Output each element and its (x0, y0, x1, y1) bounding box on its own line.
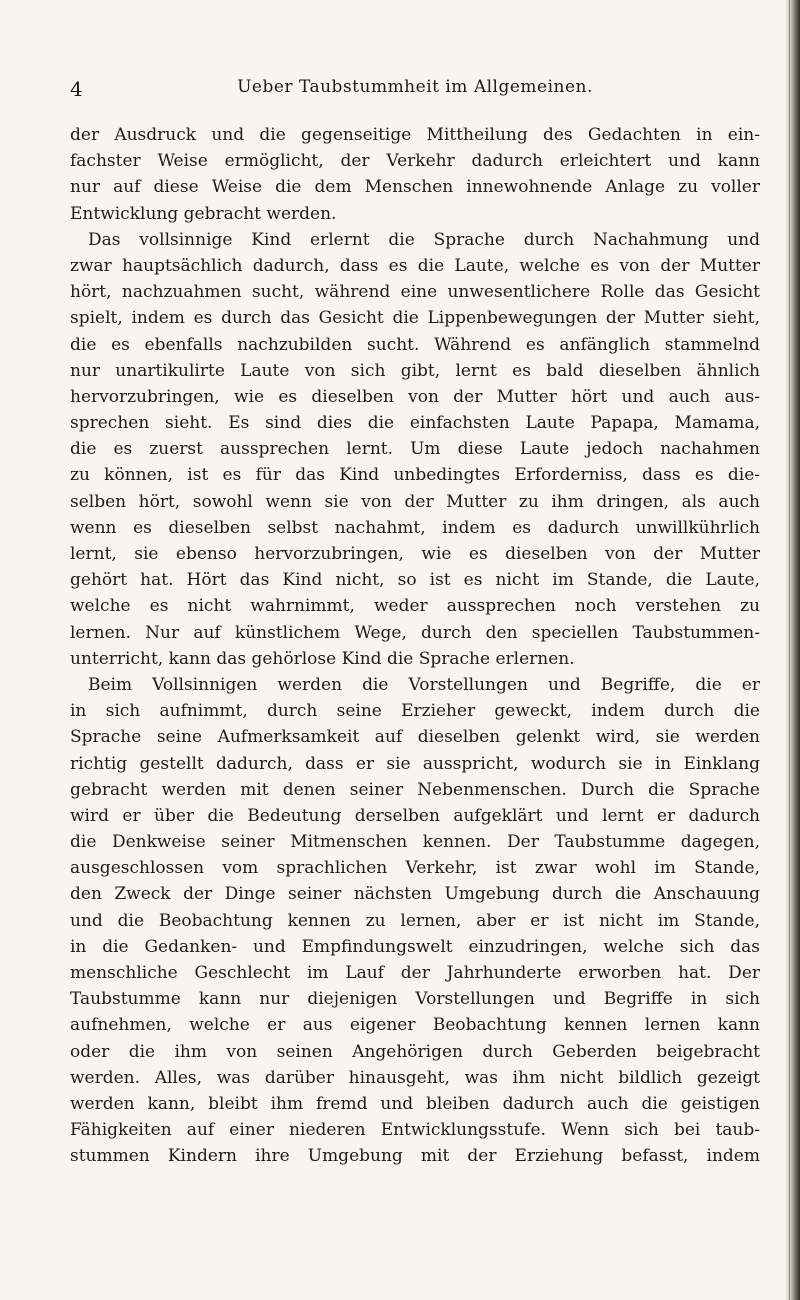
text-line: hervorzubringen, wie es dieselben von der Mutter hört und auch aus- (70, 386, 760, 407)
page-edge-line (789, 0, 790, 1300)
text-line: unterricht, kann das gehörlose Kind die Sprache erlernen. (70, 648, 575, 669)
page-number: 4 (70, 77, 83, 101)
text-line: selben hört, sowohl wenn sie von der Mutter zu ihm dringen, als auch (70, 491, 760, 512)
text-line: Taubstumme kann nur diejenigen Vorstellungen und Begriffe in sich (70, 989, 760, 1010)
text-line: gehört hat. Hört das Kind nicht, so ist es nicht im Stande, die Laute, (70, 570, 760, 591)
text-line: fachster Weise ermöglicht, der Verkehr dadurch erleichtert und kann (70, 151, 760, 172)
text-line: und die Beobachtung kennen zu lernen, aber er ist nicht im Stande, (70, 910, 760, 931)
text-line: werden kann, bleibt ihm fremd und bleiben dadurch auch die geistigen (70, 1093, 760, 1114)
running-title: Ueber Taubstummheit im Allgemeinen. (237, 77, 593, 97)
text-line: zu können, ist es für das Kind unbedingtes Erforderniss, dass es die- (70, 465, 760, 486)
text-line: menschliche Geschlecht im Lauf der Jahrhunderte erworben hat. Der (70, 963, 760, 983)
text-line: der Ausdruck und die gegenseitige Mittheilung des Gedachten in ein- (70, 125, 760, 145)
text-line: Sprache seine Aufmerksamkeit auf dieselben gelenkt wird, sie werden (70, 727, 760, 748)
text-line: richtig gestellt dadurch, dass er sie ausspricht, wodurch sie in Einklang (70, 753, 760, 774)
page-header (70, 75, 760, 105)
text-line: Das vollsinnige Kind erlernt die Sprache durch Nachahmung und (88, 229, 760, 250)
text-line: hört, nachzuahmen sucht, während eine unwesentlichere Rolle das Gesicht (70, 282, 760, 303)
text-line: zwar hauptsächlich dadurch, dass es die Laute, welche es von der Mutter (70, 255, 760, 276)
text-line: die es ebenfalls nachzubilden sucht. Während es anfänglich stammelnd (70, 334, 760, 355)
text-line: sprechen sieht. Es sind dies die einfachsten Laute Papapa, Mamama, (70, 413, 760, 434)
text-line: gebracht werden mit denen seiner Nebenmenschen. Durch die Sprache (70, 779, 760, 800)
text-line: Fähigkeiten auf einer niederen Entwicklungsstufe. Wenn sich bei taub- (70, 1120, 760, 1141)
text-line: lernen. Nur auf künstlichem Wege, durch den speciellen Taubstummen- (70, 622, 760, 643)
text-line: die Denkweise seiner Mitmenschen kennen. Der Taubstumme dagegen, (70, 832, 760, 853)
text-line: nur unartikulirte Laute von sich gibt, lernt es bald dieselben ähnlich (70, 360, 760, 381)
text-line: wird er über die Bedeutung derselben aufgeklärt und lernt er dadurch (70, 805, 760, 826)
body-text (70, 122, 760, 1170)
text-line: wenn es dieselben selbst nachahmt, indem es dadurch unwillkührlich (70, 517, 760, 538)
text-line: welche es nicht wahrnimmt, weder aussprechen noch verstehen zu (70, 596, 760, 617)
text-line: oder die ihm von seinen Angehörigen durch Geberden beigebracht (70, 1041, 760, 1062)
text-line: stummen Kindern ihre Umgebung mit der Erziehung befasst, indem (70, 1146, 760, 1167)
text-line: aufnehmen, welche er aus eigener Beobachtung kennen lernen kann (70, 1015, 760, 1036)
text-line: spielt, indem es durch das Gesicht die Lippenbewegungen der Mutter sieht, (70, 308, 760, 329)
text-line: werden. Alles, was darüber hinausgeht, was ihm nicht bildlich gezeigt (70, 1067, 760, 1088)
text-line: die es zuerst aussprechen lernt. Um diese Laute jedoch nachahmen (70, 439, 760, 460)
text-line: den Zweck der Dinge seiner nächsten Umgebung durch die Anschauung (70, 884, 760, 905)
text-line: lernt, sie ebenso hervorzubringen, wie es dieselben von der Mutter (70, 544, 760, 564)
text-line: nur auf diese Weise die dem Menschen innewohnende Anlage zu voller (70, 177, 760, 198)
text-line: ausgeschlossen vom sprachlichen Verkehr, ist zwar wohl im Stande, (70, 858, 760, 879)
text-line: in die Gedanken- und Empfindungswelt einzudringen, welche sich das (70, 936, 760, 957)
text-line: Beim Vollsinnigen werden die Vorstellungen und Begriffe, die er (88, 674, 760, 695)
text-line: in sich aufnimmt, durch seine Erzieher geweckt, indem durch die (70, 701, 760, 722)
text-line: Entwicklung gebracht werden. (70, 203, 337, 224)
